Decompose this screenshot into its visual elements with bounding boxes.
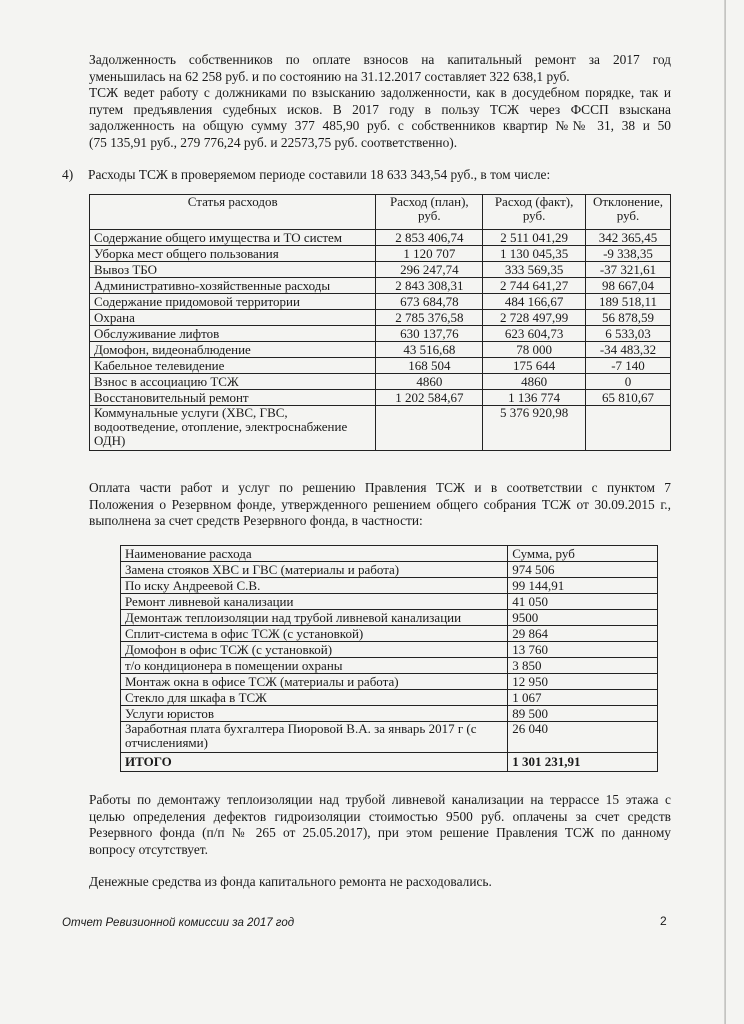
table-cell: 974 506 [508, 562, 658, 578]
table-row [121, 610, 658, 626]
table-cell: Содержание придомовой территории [90, 294, 376, 310]
table-cell: -34 483,32 [586, 342, 671, 358]
table-cell: 333 569,35 [483, 262, 586, 278]
table-cell: 43 516,68 [376, 342, 483, 358]
table-cell: 41 050 [508, 594, 658, 610]
text-line: Резервного фонда (п/п № 265 от 25.05.2017), при этом решение Правления ТСЖ по данному [89, 825, 671, 841]
table-cell: 9500 [508, 610, 658, 626]
column-header: Расход (факт), руб. [483, 195, 586, 230]
table-cell: 78 000 [483, 342, 586, 358]
table-header-row [121, 546, 658, 562]
table-cell: -9 338,35 [586, 246, 671, 262]
text-line: ТСЖ ведет работу с должниками по взысканию задолженности, как в досудебном порядке, так и [89, 85, 671, 101]
table-cell: Стекло для шкафа в ТСЖ [121, 690, 508, 706]
table-cell: 13 760 [508, 642, 658, 658]
table-cell: Кабельное телевидение [90, 358, 376, 374]
capital-fund-paragraph [89, 874, 671, 891]
page-footer: Отчет Ревизионной комиссии за 2017 год [62, 917, 295, 929]
table-cell: Домофон в офис ТСЖ (с установкой) [121, 642, 508, 658]
column-header: Наименование расхода [121, 546, 508, 562]
table-row [90, 262, 671, 278]
table-cell: Коммунальные услуги (ХВС, ГВС, водоотведение, отопление, электроснабжение ОДН) [90, 406, 376, 451]
text-line: Задолженность собственников по оплате взносов на капитальный ремонт за 2017 год [89, 52, 671, 67]
table-cell: 175 644 [483, 358, 586, 374]
column-header: Расход (план), руб. [376, 195, 483, 230]
table-row [90, 406, 671, 451]
table-cell: Обслуживание лифтов [90, 326, 376, 342]
table-row [121, 674, 658, 690]
table-cell: Монтаж окна в офисе ТСЖ (материалы и работа) [121, 674, 508, 690]
table-cell: 623 604,73 [483, 326, 586, 342]
text-line: выполнена за счет средств Резервного фонда, в частности: [89, 513, 423, 529]
table-cell: 2 744 641,27 [483, 278, 586, 294]
table-cell: 630 137,76 [376, 326, 483, 342]
debt-paragraph [89, 52, 671, 152]
table-row [90, 310, 671, 326]
text-line: уменьшилась на 62 258 руб. и по состоянию на 31.12.2017 составляет 322 638,1 руб. [89, 68, 570, 84]
table-cell: 2 785 376,58 [376, 310, 483, 326]
table-cell: Демонтаж теплоизоляции над трубой ливневой канализации [121, 610, 508, 626]
table-cell: 189 518,11 [586, 294, 671, 310]
table-cell: 673 684,78 [376, 294, 483, 310]
table-row [121, 706, 658, 722]
column-header: Статья расходов [90, 195, 376, 230]
table-cell: 3 850 [508, 658, 658, 674]
expenses-intro [62, 167, 682, 183]
table-row [121, 626, 658, 642]
table-cell: 12 950 [508, 674, 658, 690]
table-cell: т/о кондиционера в помещении охраны [121, 658, 508, 674]
table-cell: 98 667,04 [586, 278, 671, 294]
table-row [121, 594, 658, 610]
table-cell: Содержание общего имущества и ТО систем [90, 230, 376, 246]
table-row [90, 390, 671, 406]
total-row [121, 753, 658, 772]
table-row [121, 562, 658, 578]
table-row [90, 358, 671, 374]
reserve-fund-table [120, 545, 658, 772]
table-cell: 342 365,45 [586, 230, 671, 246]
text-line: (75 135,91 руб., 279 776,24 руб. и 22573,75 руб. соответственно). [89, 134, 458, 150]
text-line: Оплата части работ и услуг по решению Правления ТСЖ и в соответствии с пунктом 7 [89, 480, 671, 495]
table-cell: 1 136 774 [483, 390, 586, 406]
table-cell: 168 504 [376, 358, 483, 374]
scan-edge [724, 0, 726, 1024]
table-cell: 29 864 [508, 626, 658, 642]
table-cell: Сплит-система в офис ТСЖ (с установкой) [121, 626, 508, 642]
total-label: ИТОГО [121, 753, 508, 772]
table-cell: 89 500 [508, 706, 658, 722]
table-cell: Домофон, видеонаблюдение [90, 342, 376, 358]
table-cell: 2 843 308,31 [376, 278, 483, 294]
table-cell: -37 321,61 [586, 262, 671, 278]
total-value: 1 301 231,91 [508, 753, 658, 772]
table-cell [376, 406, 483, 451]
list-number: 4) [62, 167, 74, 182]
column-header: Сумма, руб [508, 546, 658, 562]
table-cell: 1 130 045,35 [483, 246, 586, 262]
table-cell: -7 140 [586, 358, 671, 374]
page-number: 2 [660, 914, 667, 928]
table-cell: 2 511 041,29 [483, 230, 586, 246]
table-cell: 26 040 [508, 722, 658, 753]
text-line: Положения о Резервном фонде, утвержденного решением общего собрания ТСЖ от 30.09.2015 г., [89, 496, 671, 512]
table-row [90, 278, 671, 294]
text-line: вопросу отсутствует. [89, 841, 208, 857]
table-cell: 1 202 584,67 [376, 390, 483, 406]
expenses-table [89, 194, 671, 451]
table-cell: 296 247,74 [376, 262, 483, 278]
table-cell: Восстановительный ремонт [90, 390, 376, 406]
table-row [90, 374, 671, 390]
table-row [121, 690, 658, 706]
table-cell: Замена стояков ХВС и ГВС (материалы и работа) [121, 562, 508, 578]
table-cell: 2 728 497,99 [483, 310, 586, 326]
table-cell: По иску Андреевой С.В. [121, 578, 508, 594]
text-line: задолженность на общую сумму 377 485,90 руб. с собственников квартир №№ 31, 38 и 50 [89, 118, 671, 134]
table-row [90, 326, 671, 342]
expenses-intro-text: Расходы ТСЖ в проверяемом периоде составили 18 633 343,54 руб., в том числе: [88, 167, 551, 182]
dismantle-paragraph [89, 792, 671, 858]
table-cell: 1 120 707 [376, 246, 483, 262]
table-cell: 1 067 [508, 690, 658, 706]
table-row [90, 230, 671, 246]
table-cell: Административно-хозяйственные расходы [90, 278, 376, 294]
table-cell: Охрана [90, 310, 376, 326]
table-row [90, 246, 671, 262]
table-row [121, 578, 658, 594]
table-row [121, 722, 658, 753]
table-cell: 4860 [483, 374, 586, 390]
table-cell: 4860 [376, 374, 483, 390]
table-cell: 65 810,67 [586, 390, 671, 406]
table-cell: 2 853 406,74 [376, 230, 483, 246]
table-cell: 99 144,91 [508, 578, 658, 594]
table-cell: Заработная плата бухгалтера Пиоровой В.А. за январь 2017 г (с отчислениями) [121, 722, 508, 753]
table-cell: Ремонт ливневой канализации [121, 594, 508, 610]
table-row [121, 642, 658, 658]
table-cell [586, 406, 671, 451]
text-line: Денежные средства из фонда капитального ремонта не расходовались. [89, 874, 492, 889]
table-header-row [90, 195, 671, 230]
table-cell: 5 376 920,98 [483, 406, 586, 451]
text-line: Работы по демонтажу теплоизоляции над трубой ливневой канализации на террассе 15 этажа с [89, 792, 671, 807]
table-cell: 6 533,03 [586, 326, 671, 342]
table-cell: Вывоз ТБО [90, 262, 376, 278]
text-line: целью определения дефектов гидроизоляции стоимостью 9500 руб. оплачены за счет средств [89, 808, 671, 824]
table-cell: Уборка мест общего пользования [90, 246, 376, 262]
table-row [90, 294, 671, 310]
table-cell: 56 878,59 [586, 310, 671, 326]
table-cell: 0 [586, 374, 671, 390]
column-header: Отклонение, руб. [586, 195, 671, 230]
table-cell: 484 166,67 [483, 294, 586, 310]
table-cell: Услуги юристов [121, 706, 508, 722]
table-row [121, 658, 658, 674]
table-row [90, 342, 671, 358]
table-cell: Взнос в ассоциацию ТСЖ [90, 374, 376, 390]
reserve-paragraph [89, 480, 671, 530]
text-line: путем предъявления судебных исков. В 2017 году в пользу ТСЖ через ФССП взыскана [89, 101, 671, 117]
